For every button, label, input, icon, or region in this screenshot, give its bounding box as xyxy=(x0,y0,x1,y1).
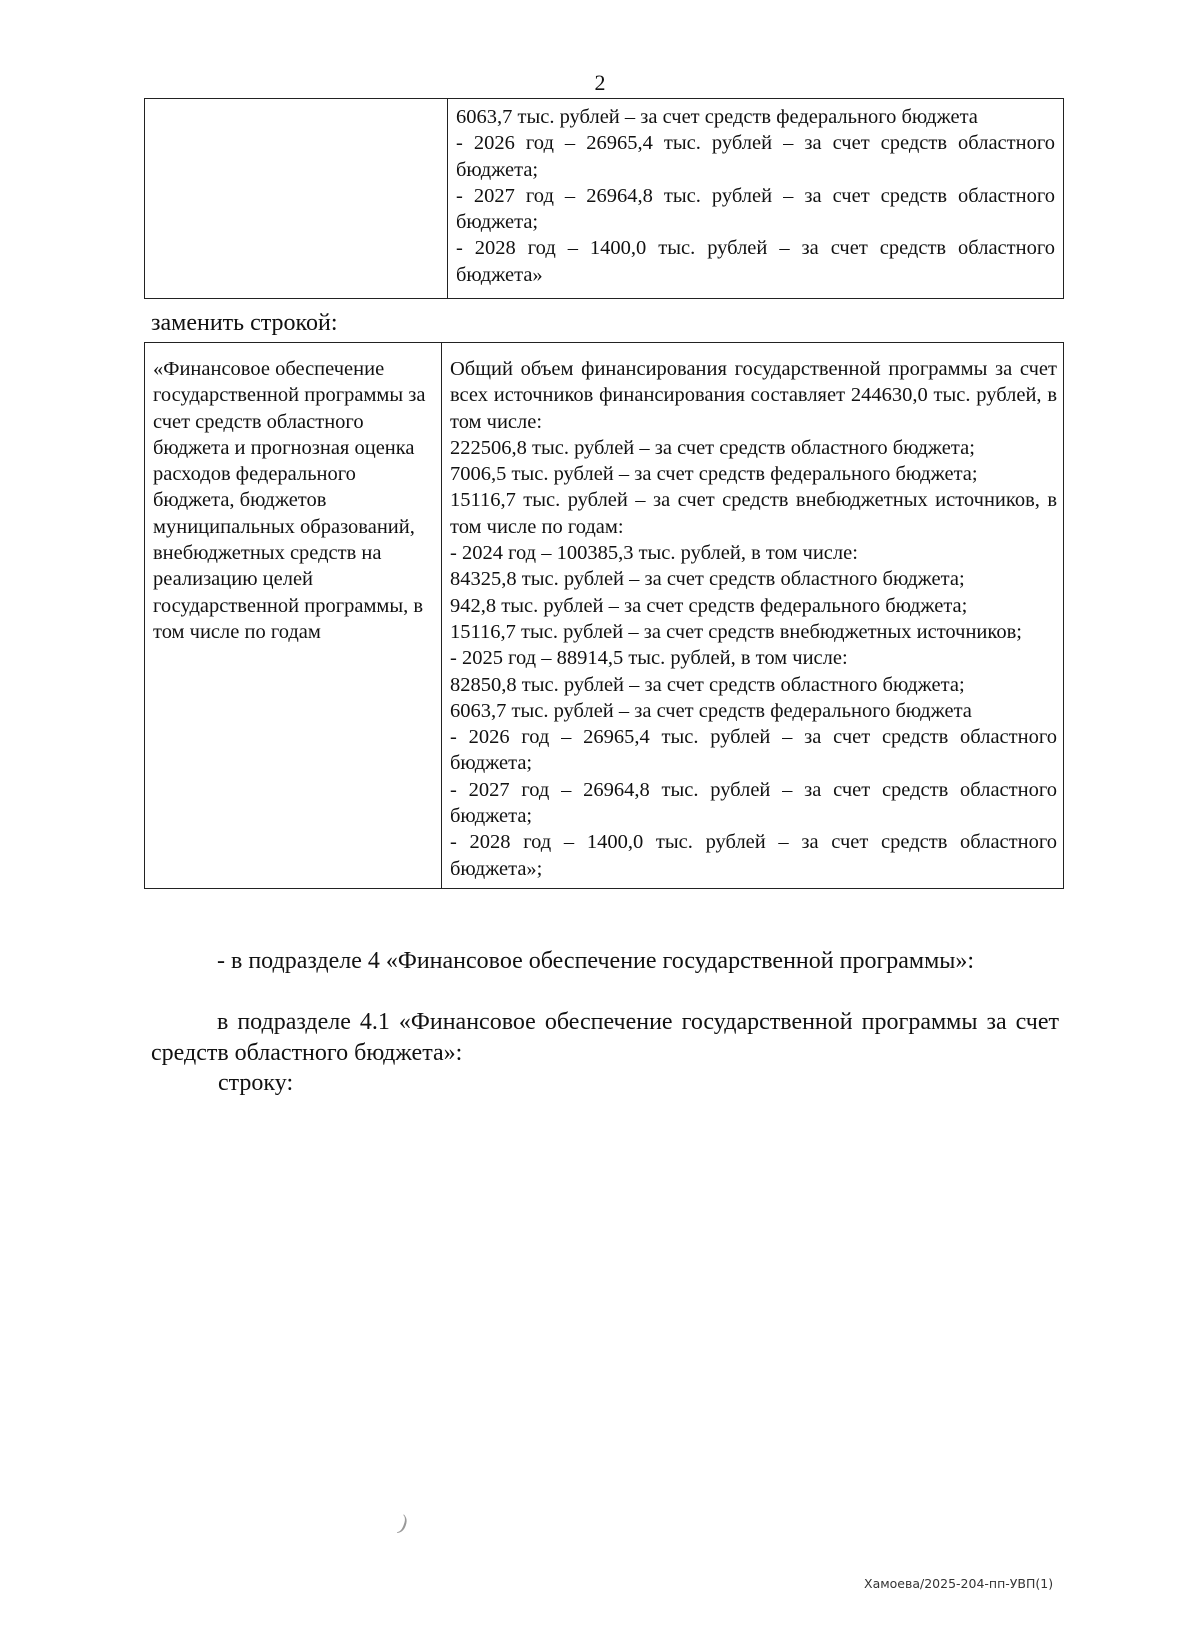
old-row-line: 6063,7 тыс. рублей – за счет средств федерального бюджета xyxy=(456,106,978,128)
new-row-line: 84325,8 тыс. рублей – за счет средств областного бюджета; xyxy=(450,568,965,591)
old-row-left-cell xyxy=(145,99,448,299)
replace-caption: заменить строкой: xyxy=(151,310,338,336)
new-row-line: - 2028 год – 1400,0 тыс. рублей – за счет средств областного бюджета»; xyxy=(450,831,1057,880)
scan-artifact-mark: ) xyxy=(396,1509,412,1536)
old-row-right-cell xyxy=(448,99,1064,299)
new-row-line: - 2025 год – 88914,5 тыс. рублей, в том числе: xyxy=(450,647,848,670)
new-row-table xyxy=(144,342,1064,889)
document-footer-code: Хамоева/2025-204-пп-УВП(1) xyxy=(864,1576,1054,1591)
new-row-line: - 2024 год – 100385,3 тыс. рублей, в том числе: xyxy=(450,542,858,565)
new-row-line: 6063,7 тыс. рублей – за счет средств федерального бюджета xyxy=(450,699,972,722)
page-number: 2 xyxy=(594,70,606,95)
paragraph-subsection-4: - в подразделе 4 «Финансовое обеспечение государственной программы»: xyxy=(217,948,975,974)
new-row-line: - 2027 год – 26964,8 тыс. рублей – за счет средств областного бюджета; xyxy=(450,778,1057,828)
new-row-line: 15116,7 тыс. рублей – за счет средств внебюджетных источников, в том числе по годам: xyxy=(450,489,1057,538)
new-row-line: - 2026 год – 26965,4 тыс. рублей – за счет средств областного бюджета; xyxy=(450,726,1057,775)
paragraph-subsection-4-1: в подразделе 4.1 «Финансовое обеспечение государственной программы за счет средств областного бюджета»: xyxy=(151,1009,1059,1066)
old-row-line: - 2026 год – 26965,4 тыс. рублей – за счет средств областного бюджета; xyxy=(456,132,1055,181)
new-row-line: 942,8 тыс. рублей – за счет средств федерального бюджета; xyxy=(450,594,968,617)
new-row-line: 222506,8 тыс. рублей – за счет средств областного бюджета; xyxy=(450,436,975,459)
old-row-line: - 2027 год – 26964,8 тыс. рублей – за счет средств областного бюджета; xyxy=(456,184,1055,234)
table-row xyxy=(145,99,1064,299)
new-row-line: 7006,5 тыс. рублей – за счет средств федерального бюджета; xyxy=(450,463,978,486)
new-row-right-cell xyxy=(442,343,1064,889)
new-row-line: 82850,8 тыс. рублей – за счет средств областного бюджета; xyxy=(450,673,965,696)
new-row-line: Общий объем финансирования государственной программы за счет всех источников финансирования составляет 244630,0 тыс. рублей, в том числе: xyxy=(450,358,1057,433)
table-row xyxy=(145,343,1064,889)
old-row-line: - 2028 год – 1400,0 тыс. рублей – за счет средств областного бюджета» xyxy=(456,237,1055,286)
old-row-table xyxy=(144,98,1064,299)
new-row-left-cell: «Финансовое обеспечение государственной программы за счет средств областного бюджета и прогнозная оценка расходов федерального бюджета, бюджетов муниципальных образований, внебюджетных средств на реализацию целей государственной программы, в том числе по годам xyxy=(145,343,442,889)
new-row-line: 15116,7 тыс. рублей – за счет средств внебюджетных источников; xyxy=(450,620,1022,643)
paragraph-line-label: строку: xyxy=(218,1070,294,1096)
